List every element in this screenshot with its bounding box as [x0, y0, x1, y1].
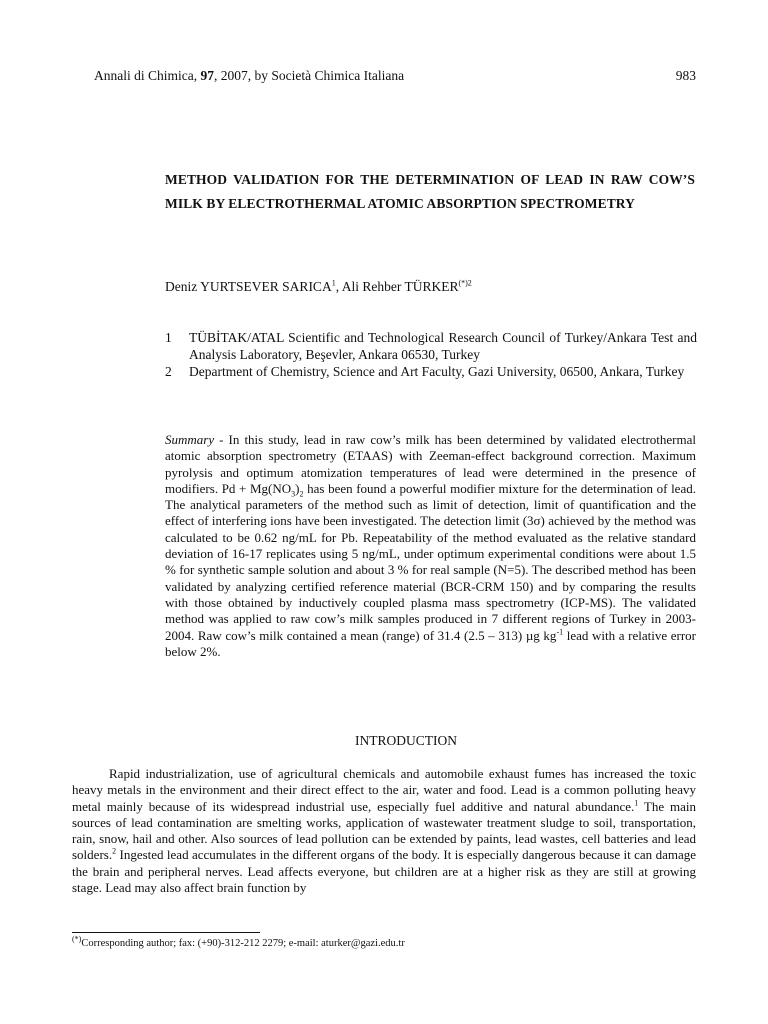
author-2-affiliation: (*)2: [458, 278, 472, 288]
paper-title: METHOD VALIDATION FOR THE DETERMINATION OF LEAD IN RAW COW’S MILK BY ELECTROTHERMAL ATOMIC ABSORPTION SPECTROMETRY: [165, 172, 695, 211]
footnote-divider: [72, 932, 260, 933]
author-1: Deniz YURTSEVER SARICA: [165, 279, 332, 294]
page-number: 983: [675, 68, 696, 83]
abstract: Summary - In this study, lead in raw cow’s milk has been determined by validated electrothermal atomic absorption spectrometry (ETAAS) with Zeeman-effect background correction. Maximum pyrolysis and optimum atomization temperatures of lead were determined in the presence of modifiers. $Pd + Mg(NO_3)_2$ has been found a powerful modifier mixture for the determination of lead. The analytical parameters of the method such as limit of detection, limit of quantification and the effect of interfering ions have been investigated. The detection limit (3σ) achieved by the method was calculated to be 0.62 ng/mL for Pb. Repeatability of the method evaluated as the relative standard deviation of 16-17 replicates using 5 ng/mL, under optimum experimental conditions were about 1.5 % for synthetic sample solution and about 3 % for real sample (N=5). The described method has been validated by analyzing certified reference material (BCR-CRM 150) and by comparing the results with those obtained by inductively coupled plasma mass spectrometry (ICP-MS). The validated method was applied to raw cow’s milk samples produced in 7 different regions of Turkey in 2003-2004. Raw cow’s milk contained a mean (range) of 31.4 (2.5 – 313) µg $kg^{-1}$ lead with a relative error below 2%.: [165, 432, 696, 659]
author-1-affiliation: 1: [331, 278, 336, 288]
section-heading-introduction: INTRODUCTION: [355, 733, 457, 748]
footnote-marker: (*): [72, 934, 82, 944]
volume-number: 97: [200, 68, 214, 83]
footnote-text: Corresponding author; fax: (+90)-312-212 2279; e-mail: aturker@gazi.edu.tr: [81, 938, 405, 949]
reference-marker: 1: [634, 798, 639, 808]
footnote: [72, 934, 405, 949]
affiliation-item: [165, 329, 697, 363]
affiliation-text: TÜBİTAK/ATAL Scientific and Technological Research Council of Turkey/Ankara Test and Analysis Laboratory, Beşevler, Ankara 06530, Turkey: [189, 330, 697, 362]
affiliation-item: [165, 363, 697, 380]
affiliation-text: Department of Chemistry, Science and Art Faculty, Gazi University, 06500, Ankara, Turkey: [189, 364, 685, 379]
affiliation-list: [165, 329, 697, 380]
journal-citation: Annali di Chimica, 97, 2007, by Società Chimica Italiana: [94, 68, 405, 83]
affiliation-number: 2: [165, 364, 172, 379]
running-header: [94, 68, 696, 84]
abstract-label: Summary: [165, 432, 215, 447]
introduction-paragraph: Rapid industrialization, use of agricultural chemicals and automobile exhaust fumes has increased the toxic heavy metals in the environment and their direct effect to the air, water and food. Lead is a common polluting heavy metal mainly because of its widespread industrial use, especially fuel additive and natural abundance.$^1$ The main sources of lead contamination are smelting works, application of wastewater treatment sludge to soil, transportation, rain, snow, hail and other. Also sources of lead pollution can be extended by paints, lead wastes, cell batteries and lead solders.$^2$ Ingested lead accumulates in the different organs of the body. It is especially dangerous because it can damage the brain and peripheral nerves. Lead affects everyone, but children are at a higher risk as they are still at growing stage. Lead may also affect brain function by: [72, 766, 696, 896]
reference-marker: 2: [112, 847, 117, 857]
affiliation-number: 1: [165, 330, 172, 345]
author-2: Ali Rehber TÜRKER: [341, 279, 459, 294]
author-list: Deniz YURTSEVER SARICA$^1$, Ali Rehber $TÜRKER^{(*)2}$: [165, 278, 472, 294]
